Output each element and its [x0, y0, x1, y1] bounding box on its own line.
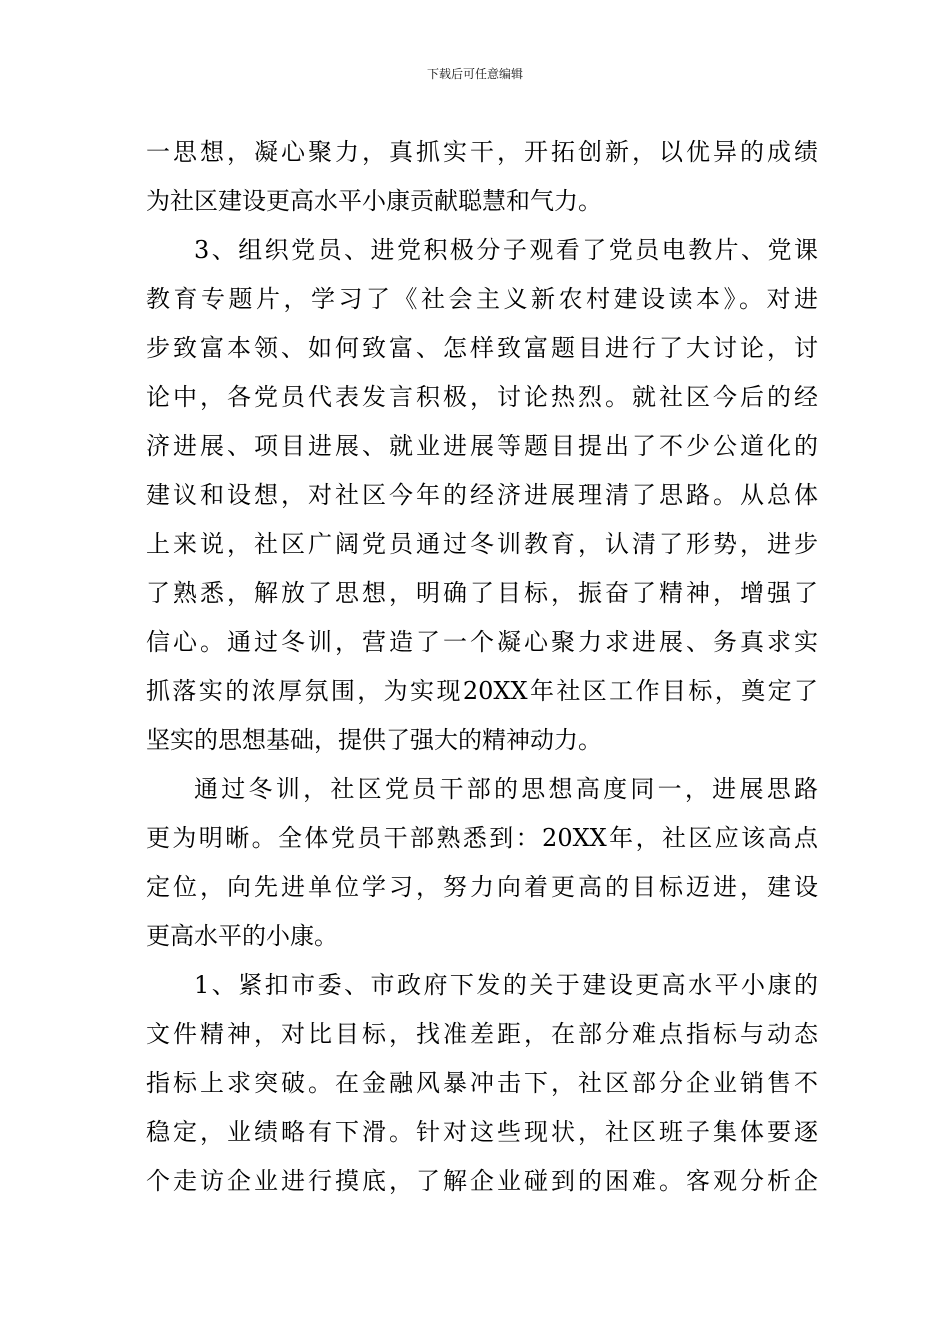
text-line: 建议和设想，对社区今年的经济进展理清了思路。从总体 — [146, 481, 818, 509]
text-line: 文件精神，对比目标，找准差距，在部分难点指标与动态 — [146, 1020, 818, 1048]
text-line: 为社区建设更高水平小康贡献聪慧和气力。 — [146, 187, 602, 215]
text-line: 步致富本领、如何致富、怎样致富题目进行了大讨论，讨 — [146, 334, 818, 362]
text-line: 一思想，凝心聚力，真抓实干，开拓创新，以优异的成绩 — [146, 138, 818, 166]
text-line: 3、组织党员、进党积极分子观看了党员电教片、党课 — [194, 236, 818, 264]
text-line: 稳定，业绩略有下滑。针对这些现状，社区班子集体要逐 — [146, 1118, 818, 1146]
text-line: 济进展、项目进展、就业进展等题目提出了不少公道化的 — [146, 432, 818, 460]
page-header: 下载后可任意编辑 — [426, 67, 523, 81]
text-line: 1、紧扣市委、市政府下发的关于建设更高水平小康的 — [194, 971, 818, 999]
text-line: 定位，向先进单位学习，努力向着更高的目标迈进，建设 — [146, 873, 818, 901]
text-line: 了熟悉，解放了思想，明确了目标，振奋了精神，增强了 — [146, 579, 818, 607]
text-line: 论中，各党员代表发言积极，讨论热烈。就社区今后的经 — [146, 383, 818, 411]
text-line: 坚实的思想基础，提供了强大的精神动力。 — [146, 726, 602, 754]
document-body — [146, 128, 818, 1206]
text-line: 通过冬训，社区党员干部的思想高度同一，进展思路 — [194, 775, 818, 803]
text-line: 上来说，社区广阔党员通过冬训教育，认清了形势，进步 — [146, 530, 818, 558]
text-line: 指标上求突破。在金融风暴冲击下，社区部分企业销售不 — [146, 1069, 818, 1097]
text-line: 抓落实的浓厚氛围，为实现20XX年社区工作目标，奠定了 — [146, 677, 818, 705]
text-line: 更为明晰。全体党员干部熟悉到：20XX年，社区应该高点 — [146, 824, 818, 852]
text-line: 信心。通过冬训，营造了一个凝心聚力求进展、务真求实 — [146, 628, 818, 656]
text-line: 教育专题片，学习了《社会主义新农村建设读本》。对进 — [146, 285, 818, 313]
text-line: 更高水平的小康。 — [146, 922, 338, 950]
text-line: 个走访企业进行摸底，了解企业碰到的困难。客观分析企 — [146, 1167, 818, 1195]
